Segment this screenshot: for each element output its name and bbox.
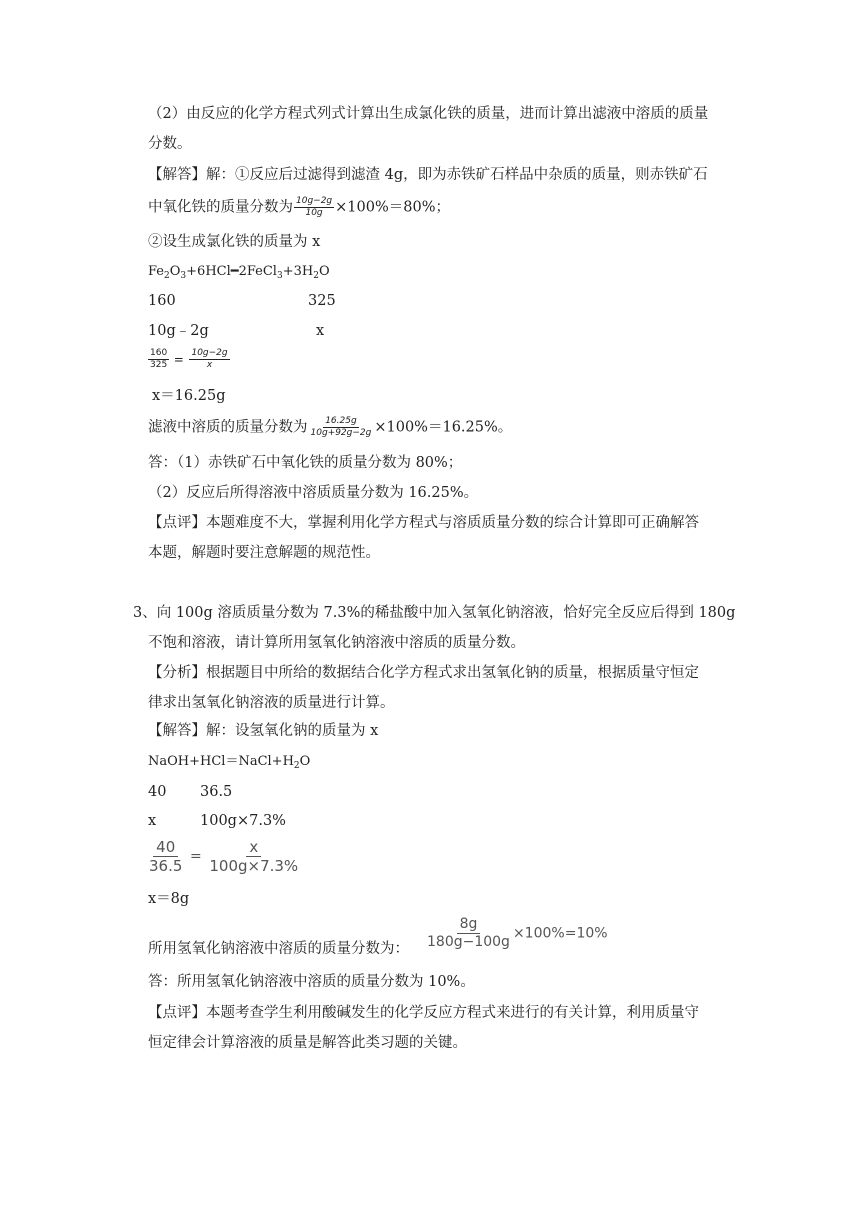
equation-1-value-row: 10g﹣2g x <box>148 323 325 339</box>
equation-1: $Fe_2O_3+6HCl━2FeCl_3+3H_2O$ <box>148 264 330 281</box>
x-result-1: x＝16.25g <box>152 388 226 404</box>
solution-1-line1: 【解答】解：①反应后过滤得到滤渣 4g，即为赤铁矿石样品中杂质的质量，则赤铁矿石 <box>148 167 708 183</box>
solution-tag: 【解答】 <box>148 167 206 183</box>
solution-3-line1: 【解答】解：设氢氧化钠的质量为 x <box>148 723 379 739</box>
answer-1b: （2）反应后所得溶液中溶质质量分数为 16.25%。 <box>148 485 479 501</box>
naoh-fraction: $\frac{8g}{180g-100g}$ ×100%=10% <box>427 916 608 950</box>
analysis-line2: 律求出氢氧化钠溶液的质量进行计算。 <box>148 695 395 711</box>
solution-1-step2: ②设生成氯化铁的质量为 x <box>148 234 321 250</box>
analysis-line1: 【分析】根据题目中所给的数据结合化学方程式求出氢氧化钠的质量，根据质量守恒定 <box>148 665 699 681</box>
comment-tag: 【点评】 <box>148 515 206 531</box>
answer-3: 答：所用氢氧化钠溶液中溶质的质量分数为 10%。 <box>148 974 475 990</box>
analysis-tag: 【分析】 <box>148 665 206 681</box>
answer-1a: 答：（1）赤铁矿石中氧化铁的质量分数为 80%； <box>148 455 463 471</box>
comment-1-line1: 【点评】本题难度不大，掌握利用化学方程式与溶质质量分数的综合计算即可正确解答 <box>148 515 699 531</box>
comment-3-line1: 【点评】本题考查学生利用酸碱发生的化学反应方程式来进行的有关计算，利用质量守 <box>148 1005 699 1021</box>
filtrate-fraction-line: 滤液中溶质的质量分数为 $\frac{16.25g}{10g+92g-2g}$ ×100%＝16.25%。 <box>148 416 513 438</box>
equation-1-mass-row: 160 325 <box>148 293 336 309</box>
question-3-line1: 3、向 100g 溶质质量分数为 7.3%的稀盐酸中加入氢氧化钠溶液，恰好完全反应后得到 180g <box>133 605 736 621</box>
proportion-3: $\frac{40}{36.5}$ = $\frac{x}{100g\times 7.3\%}$ <box>149 838 299 875</box>
equation-3-mass-row: 40 36.5 <box>148 784 233 800</box>
p1-line2: 分数。 <box>148 136 192 152</box>
comment-tag: 【点评】 <box>148 1005 206 1021</box>
equation-3: $NaOH+HCl=NaCl+H_2O$ <box>148 754 311 771</box>
comment-1-line2: 本题，解题时要注意解题的规范性。 <box>148 545 380 561</box>
equation-3-value-row: x 100g×7.3% <box>148 813 286 829</box>
x-result-3: x＝8g <box>148 891 190 907</box>
proportion-1: $\frac{160}{325}$ = $\frac{10g-2g}{x}$ <box>150 348 228 370</box>
p1-line1: （2）由反应的化学方程式列式计算出生成氯化铁的质量，进而计算出滤液中溶质的质量 <box>148 106 709 122</box>
comment-3-line2: 恒定律会计算溶液的质量是解答此类习题的关键。 <box>148 1035 467 1051</box>
fraction: $\frac{10g-2g}{10g}$ <box>296 196 333 218</box>
naoh-fraction-label: 所用氢氧化钠溶液中溶质的质量分数为： <box>148 941 409 957</box>
solution-tag: 【解答】 <box>148 723 206 739</box>
solution-1-line2: 中氧化铁的质量分数为 $\frac{10g-2g}{10g}$ ×100%＝80%； <box>148 196 450 218</box>
question-3-line2: 不饱和溶液，请计算所用氢氧化钠溶液中溶质的质量分数。 <box>148 635 525 651</box>
